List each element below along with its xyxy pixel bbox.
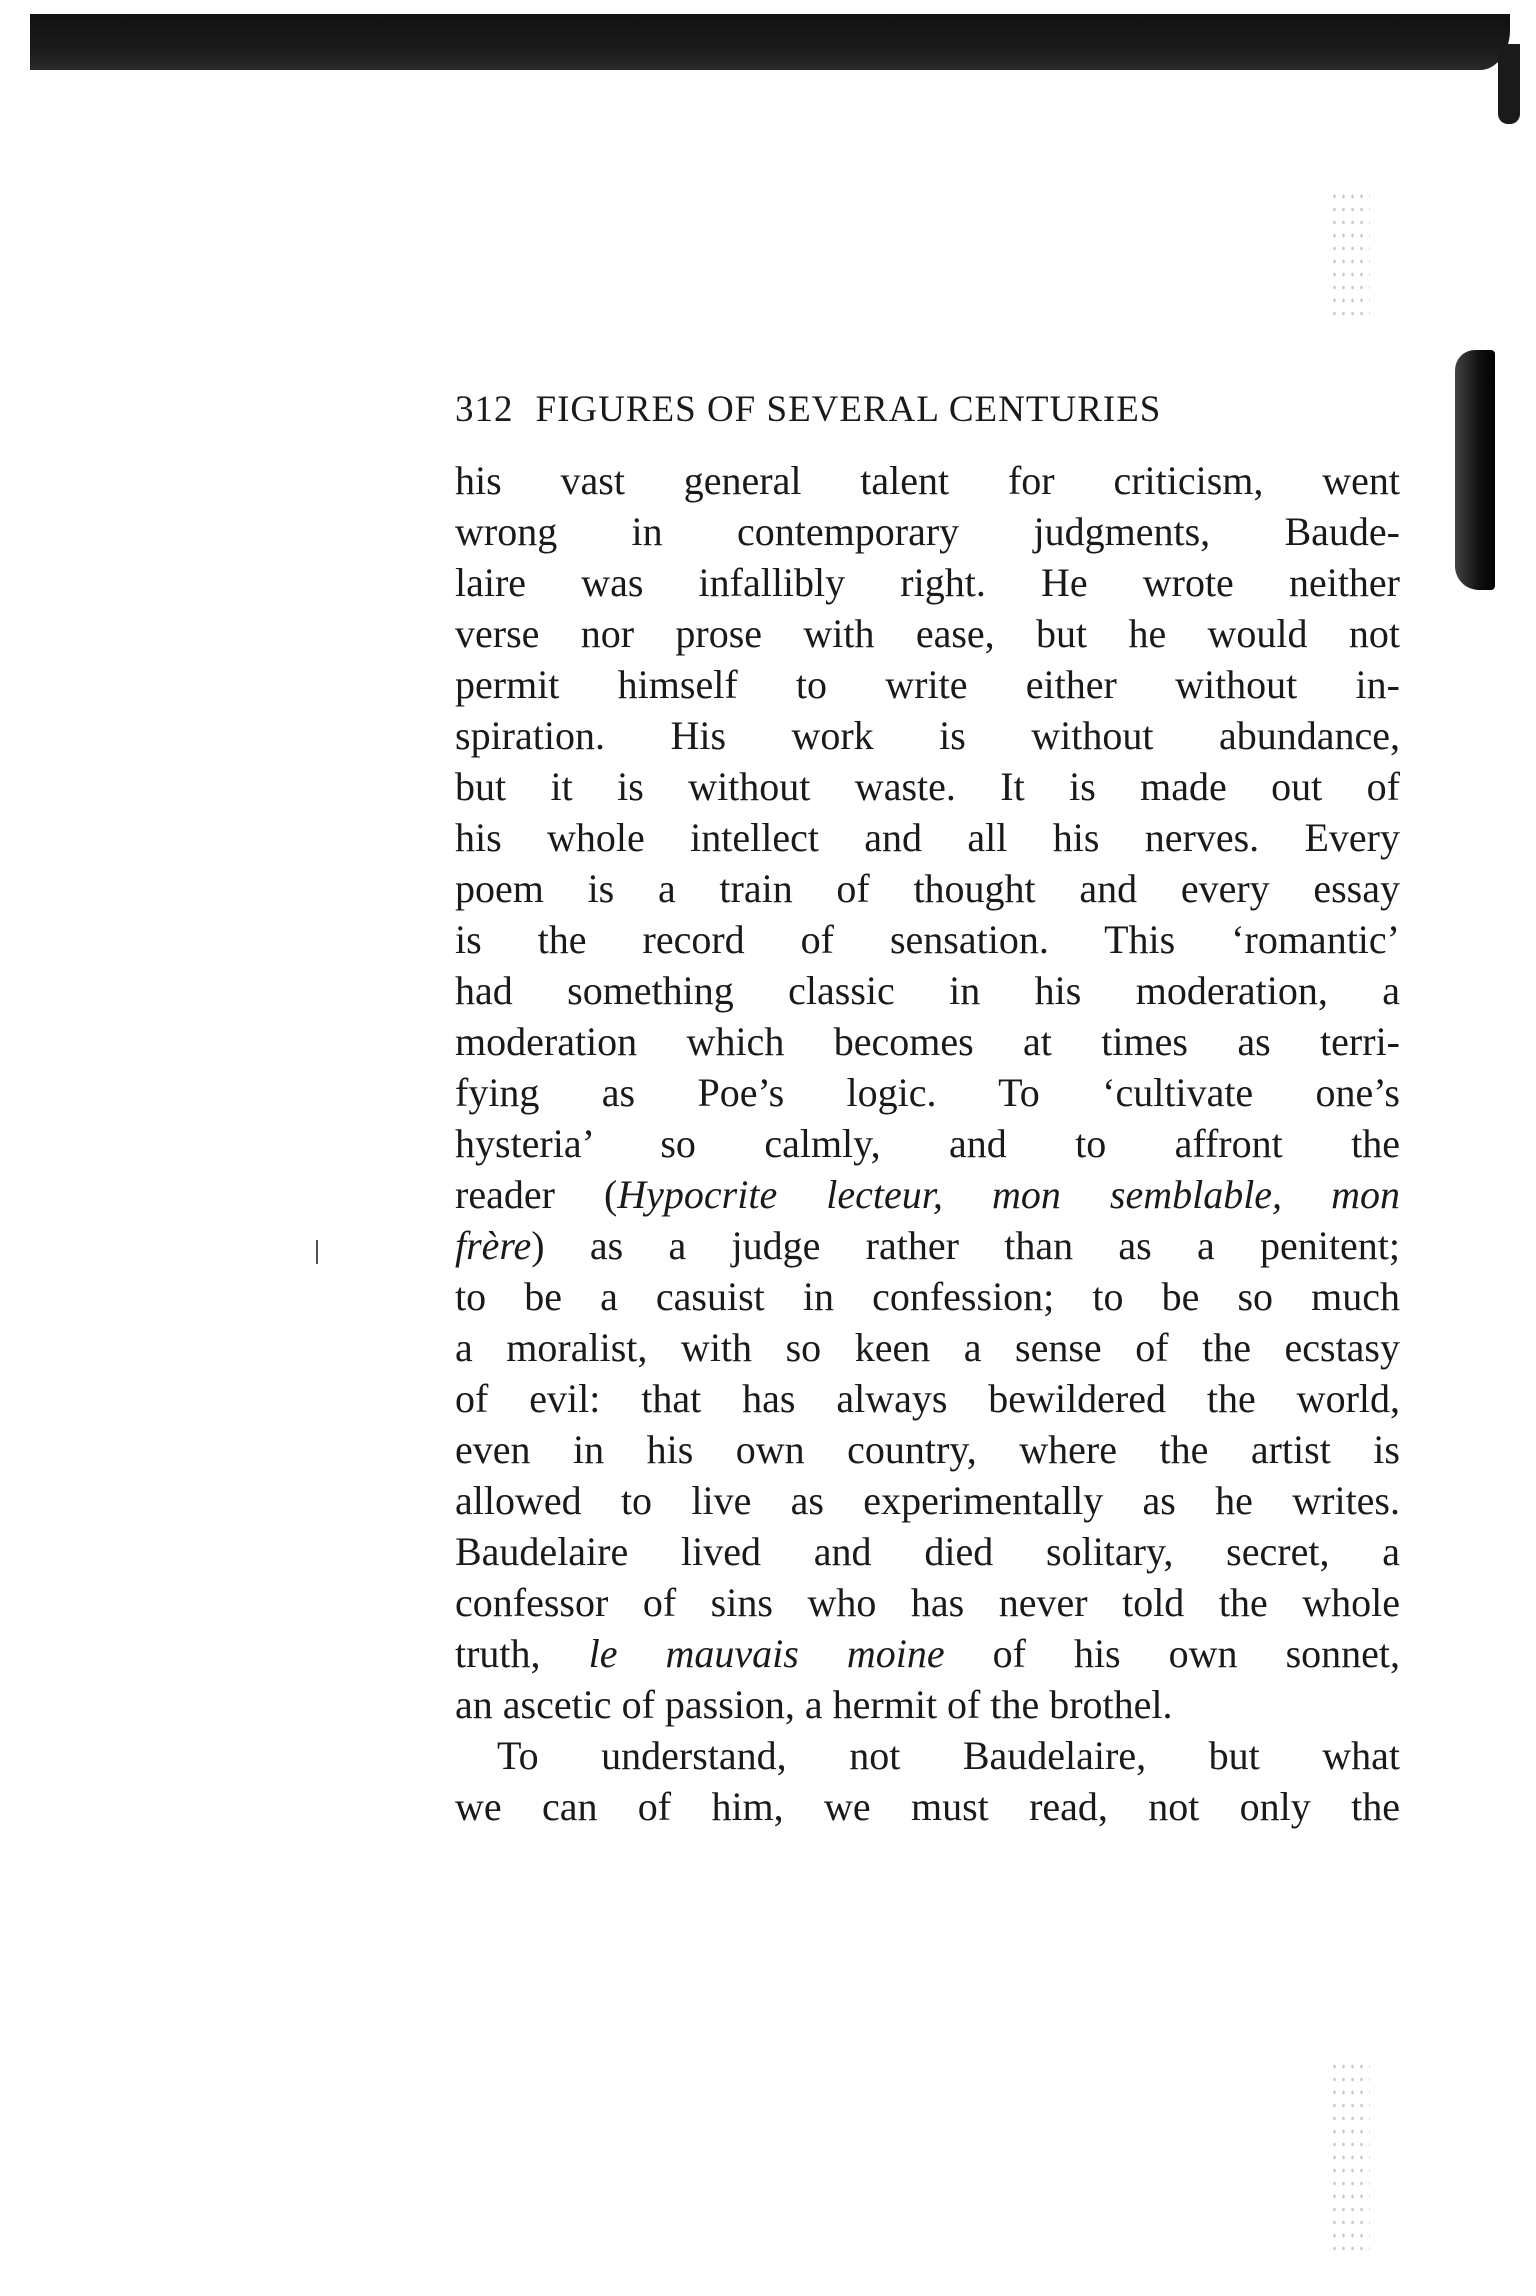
margin-mark — [316, 1240, 318, 1264]
scan-specks-bottom — [1330, 2060, 1370, 2260]
text-line: Baudelaire lived and died solitary, secret, a — [455, 1529, 1400, 1574]
text-line: a moralist, with so keen a sense of the ecstasy — [455, 1325, 1400, 1370]
text-line: verse nor prose with ease, but he would not — [455, 611, 1400, 656]
text-line: had something classic in his moderation, a — [455, 968, 1400, 1013]
running-title: FIGURES OF SEVERAL CENTURIES — [535, 389, 1162, 430]
text-line: permit himself to write either without in- — [455, 662, 1400, 707]
text-line: his whole intellect and all his nerves. Every — [455, 815, 1400, 860]
text-line: fying as Poe’s logic. To ‘cultivate one’s — [455, 1070, 1400, 1115]
body-text — [455, 455, 1400, 1832]
book-page — [455, 385, 1400, 1832]
text-line: we can of him, we must read, not only the — [455, 1784, 1400, 1829]
text-line: his vast general talent for criticism, went — [455, 458, 1400, 503]
text-line — [455, 1169, 1400, 1220]
page-number: 312 — [455, 389, 514, 430]
text-line: of evil: that has always bewildered the world, — [455, 1376, 1400, 1421]
text-line: moderation which becomes at times as terri- — [455, 1019, 1400, 1064]
running-head — [455, 385, 1400, 435]
italic-title: le mauvais moine — [588, 1631, 945, 1676]
text-line: spiration. His work is without abundance, — [455, 713, 1400, 758]
text-line: wrong in contemporary judgments, Baude- — [455, 509, 1400, 554]
text-line: to be a casuist in confession; to be so much — [455, 1274, 1400, 1319]
text-run: ) as a judge rather than as a penitent; — [531, 1223, 1400, 1268]
text-run: of his own sonnet, — [944, 1631, 1400, 1676]
scan-specks-top — [1330, 190, 1370, 320]
italic-quote: Hypocrite lecteur, mon semblable, mon — [617, 1172, 1400, 1217]
scan-edge-shadow — [1455, 350, 1495, 590]
text-line: allowed to live as experimentally as he writes. — [455, 1478, 1400, 1523]
text-line: To understand, not Baudelaire, but what — [497, 1733, 1400, 1778]
text-line: poem is a train of thought and every essay — [455, 866, 1400, 911]
text-line: laire was infallibly right. He wrote neither — [455, 560, 1400, 605]
text-line: even in his own country, where the artist is — [455, 1427, 1400, 1472]
text-line: an ascetic of passion, a hermit of the brothel. — [455, 1682, 1173, 1727]
text-run: reader ( — [455, 1172, 618, 1217]
text-run: truth, — [455, 1631, 589, 1676]
text-line — [455, 1628, 1400, 1679]
text-line: confessor of sins who has never told the whole — [455, 1580, 1400, 1625]
text-line — [455, 1220, 1400, 1271]
text-line: but it is without waste. It is made out of — [455, 764, 1400, 809]
text-line: is the record of sensation. This ‘romantic’ — [455, 917, 1400, 962]
italic-quote: frère — [455, 1223, 532, 1268]
text-line: hysteria’ so calmly, and to affront the — [455, 1121, 1400, 1166]
scan-top-band — [30, 14, 1510, 70]
